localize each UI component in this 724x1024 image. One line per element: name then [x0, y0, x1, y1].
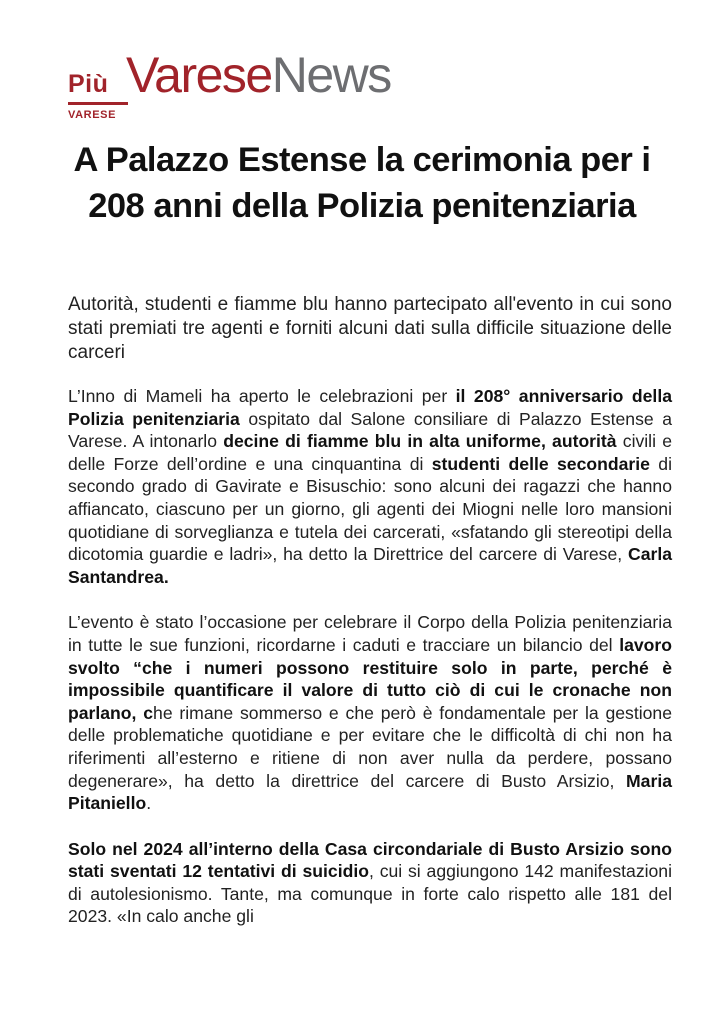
bold-text-segment: studenti delle secondarie: [431, 453, 650, 474]
article-paragraph-2: [68, 611, 672, 814]
bold-text-segment: Solo nel 2024 all’interno della Casa circondariale di Busto Arsizio sono stati sventati 12 tentativi di suicidio: [68, 838, 672, 882]
article-headline: A Palazzo Estense la cerimonia per i 208 anni della Polizia penitenziaria: [73, 141, 651, 225]
logo-varese-text: VARESE: [68, 109, 117, 121]
article-subtitle: Autorità, studenti e fiamme blu hanno partecipato all'evento in cui sono stati premiati tre agenti e forniti alcuni dati sulla difficile situazione delle carceri: [68, 294, 672, 363]
bold-text-segment: Maria Pitaniello: [68, 770, 672, 814]
logo-underline: [68, 102, 128, 105]
bold-text-segment: Carla Santandrea.: [68, 544, 672, 587]
article-paragraph-3: [68, 838, 672, 928]
logo-brand-part1: Varese: [126, 47, 272, 103]
site-logo[interactable]: [66, 47, 466, 126]
text-segment: L’evento è stato l’occasione per celebrare il Corpo della Polizia penitenziaria in tutte le sue funzioni, ricordarne i caduti e tracciare un bilancio del: [68, 612, 672, 655]
logo-brand-name: [126, 47, 391, 103]
text-segment: .: [146, 793, 152, 814]
text-segment: , cui si aggiungono 142 manifestazioni di autolesionismo. Tante, ma comunque in forte calo rispetto alle 181 del 2023. «In calo anche gli: [68, 861, 672, 927]
text-segment: civili e delle Forze dell’ordine e una cinquantina di: [68, 431, 672, 474]
text-segment: L’Inno di Mameli ha aperto le celebrazioni per: [68, 386, 456, 406]
text-segment: he rimane sommerso e che però è fondamentale per la gestione delle problematiche quotidiane e per evitare che le difficoltà di chi non ha riferimenti all’esterno e ritiene di non aver nulla da perdere, possano degenerare», ha detto la direttrice del carcere di Busto Arsizio,: [68, 702, 672, 791]
logo-brand-part2: News: [271, 47, 391, 103]
text-segment: di secondo grado di Gavirate e Bisuschio: sono alcuni dei ragazzi che hanno affiancato, ciascuno per un giorno, gli agenti dei Miogni nelle loro mansioni quotidiane di sorveglianza e tutela dei carcerati, «sfatando gli stereotipi della dicotomia guardie e ladri», ha detto la Direttrice del carcere di Varese,: [68, 453, 672, 565]
logo-piu-text: Più: [68, 70, 109, 98]
bold-text-segment: lavoro svolto “che i numeri possono restituire solo in parte, perché è impossibile quantificare il valore di tutto ciò di cui le cronache non parlano, c: [68, 634, 672, 723]
text-segment: ospitato dal Salone consiliare di Palazzo Estense a Varese. A intonarlo: [68, 408, 672, 452]
article-paragraph-1: [68, 385, 672, 588]
bold-text-segment: il 208° anniversario della Polizia penitenziaria: [68, 386, 672, 429]
article-body: [68, 385, 672, 951]
bold-text-segment: decine di fiamme blu in alta uniforme, autorità: [223, 431, 617, 452]
